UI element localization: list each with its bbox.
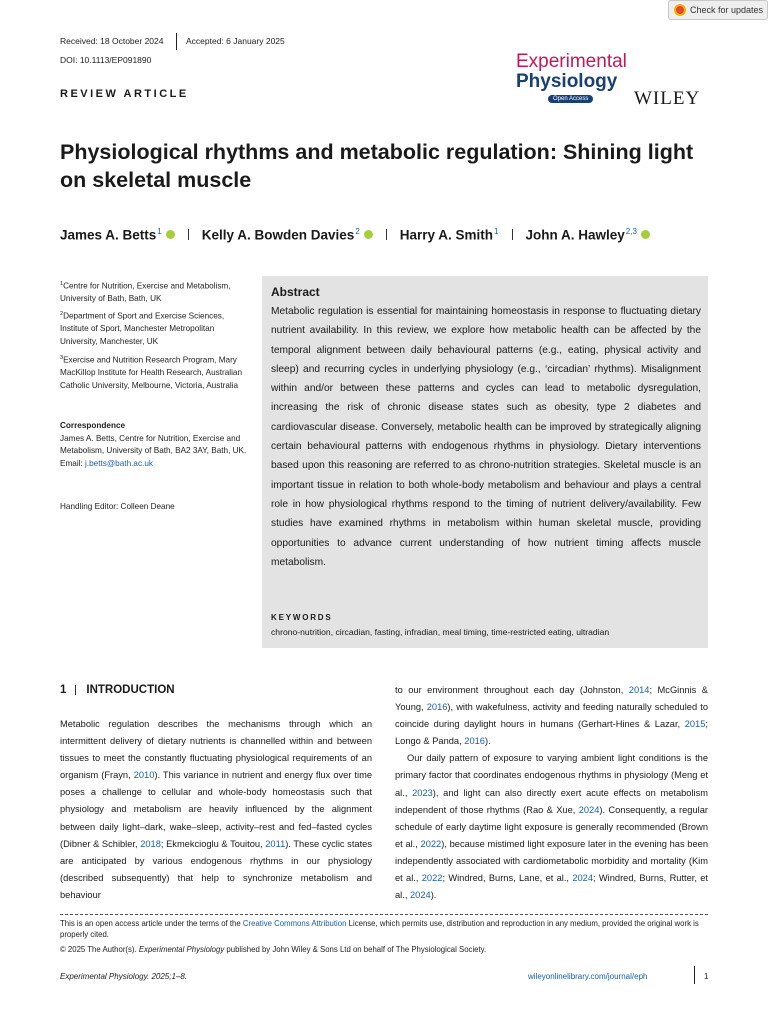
section-divider xyxy=(75,685,76,695)
body-text: ), with wakefulness, activity and feeding naturally scheduled to coincide during daylight hours in humans (Gerhart-Hines & Lazar, xyxy=(395,702,708,730)
author-3[interactable]: Harry A. Smith$^1$ xyxy=(399,227,499,243)
footer-divider xyxy=(694,966,695,984)
author-divider xyxy=(386,229,387,240)
body-text: ), and light can also directly exert acute effects on metabolism independent of those rhythms (Rao & Xue, xyxy=(395,787,708,815)
footnote-divider xyxy=(60,914,708,915)
abstract-heading: Abstract xyxy=(271,285,320,299)
accepted-date: Accepted: 6 January 2025 xyxy=(186,36,285,46)
paragraph xyxy=(60,719,372,900)
journal-logo-line2: Physiology xyxy=(516,71,618,92)
body-text: ). xyxy=(484,736,491,747)
citation-link[interactable]: 2010 xyxy=(133,770,155,781)
open-access-badge: Open Access xyxy=(548,95,593,103)
correspondence-address: James A. Betts, Centre for Nutrition, Exercise and Metabolism, University of Bath, BA2 3AY, Bath, UK. xyxy=(60,433,247,455)
body-text: ; Windred, Burns, Rutter, et al., xyxy=(395,873,709,901)
article-type: REVIEW ARTICLE xyxy=(60,88,189,100)
body-text: Our daily pattern of exposure to varying ambient light conditions is the primary factor that coordinates endogenous rhythms in physiology (Meng et al., xyxy=(395,753,708,798)
body-text: to our environment throughout each day (Johnston, xyxy=(395,685,629,695)
affiliation-2: $^2$Department of Sport and Exercise Sciences, Institute of Sport, Manchester Metropolitan University, Manchester, UK xyxy=(60,311,225,346)
correspondence xyxy=(60,420,250,470)
author-divider xyxy=(188,229,189,240)
section-title: INTRODUCTION xyxy=(86,684,175,696)
crossmark-icon xyxy=(674,4,686,16)
handling-editor: Handling Editor: Colleen Deane xyxy=(60,502,175,511)
body-text: Metabolic regulation describes the mechanisms through which an intermittent delivery of dietary nutrients is channelled within and between tissues to meet the constantly fluctuating physiological requirements of an organism (Frayn, xyxy=(60,719,372,781)
keywords-text: chrono-nutrition, circadian, fasting, infradian, meal timing, time-restricted eating, ultradian xyxy=(271,627,610,637)
received-date: Received: 18 October 2024 xyxy=(60,36,164,46)
publisher-logo: WILEY xyxy=(634,88,701,109)
citation-link[interactable]: 2023 xyxy=(412,787,433,798)
correspondence-heading: Correspondence xyxy=(60,421,126,430)
doi[interactable]: DOI: 10.1113/EP091890 xyxy=(60,55,152,65)
body-text: ). xyxy=(430,890,437,901)
citation-link[interactable]: 2022 xyxy=(420,838,442,849)
body-text: ). Consequently, a regular schedule of early daytime light exposure is generally recommended (Brown et al., xyxy=(395,804,708,849)
citation-link[interactable]: 2011 xyxy=(265,838,286,849)
citation-link[interactable]: 2024 xyxy=(410,890,431,901)
article-title: Physiological rhythms and metabolic regulation: Shining light on skeletal muscle xyxy=(60,140,694,192)
body-text: ; Windred, Burns, Lane, et al., xyxy=(442,873,573,884)
license-note: This is an open access article under the terms of the Creative Commons Attribution License, which permits use, distribution and reproduction in any medium, provided the original work is properly cited. xyxy=(60,919,699,939)
email-link[interactable]: j.betts@bath.ac.uk xyxy=(85,458,153,468)
abstract-text: Metabolic regulation is essential for maintaining homeostasis in response to fluctuating dietary nutrient availability. In this review, we explore how metabolic health can be affected by the temporal alignment between daily behavioural patterns (e.g., eating, physical activity and sleep) and recurring cycles in underlying physiology (e.g., ‘circadian’ rhythms). Misalignment within and/or between these patterns and cycles can lead to metabolic dysregulation, increasing the risk of chronic disease states such as obesity, type 2 diabetes and cardiovascular disease. Conversely, metabolic health can be improved by strategically aligning certain behavioural patterns with endogenous rhythms in physiology. Dietary interventions based upon this reasoning are referred to as chrono-nutrition strategies. Skeletal muscle is an important tissue in relation to both whole-body metabolism and behaviour and plays a central role in how physiological rhythms respond to the timing of nutrient delivery/availability. Few studies have examined rhythms in metabolism within human skeletal muscle, providing opportunities to advance current understanding of how nutrient timing affects muscle metabolism. xyxy=(271,306,701,568)
citation-link[interactable]: 2016 xyxy=(464,736,485,747)
author-1[interactable]: James A. Betts$^1$ xyxy=(60,227,162,243)
paragraph xyxy=(395,685,708,746)
author-4[interactable]: John A. Hawley$^{2,3}$ xyxy=(525,227,637,243)
body-text: ). These cyclic states are anticipated by various endogenous rhythms in our physiology (described subsequently) that help to synchronize metabolism and behaviour xyxy=(60,838,372,900)
author-divider xyxy=(512,229,513,240)
citation-link[interactable]: 2024 xyxy=(572,873,594,884)
citation-link[interactable]: 2018 xyxy=(140,838,161,849)
journal-url-link[interactable]: wileyonlinelibrary.com/journal/eph xyxy=(528,972,648,981)
paragraph xyxy=(395,750,708,904)
license-link[interactable]: Creative Commons Attribution xyxy=(242,919,347,928)
body-text: ), because mistimed light exposure later in the evening has been independently associated with cardiometabolic morbidity and mortality (Kim et al., xyxy=(395,838,708,884)
journal-logo-line1: Experimental xyxy=(516,51,627,72)
orcid-icon[interactable] xyxy=(641,230,650,239)
page-number: 1 xyxy=(704,972,709,981)
affiliation-3: $^3$Exercise and Nutrition Research Program, Mary MacKillop Institute for Health Research, Australian Catholic University, Melbourne, Victoria, Australia xyxy=(60,355,243,390)
section-heading xyxy=(60,684,175,696)
header-divider xyxy=(176,33,177,50)
orcid-icon[interactable] xyxy=(166,230,175,239)
citation-link[interactable]: 2014 xyxy=(628,685,650,695)
correspondence-email-line: Email: j.betts@bath.ac.uk xyxy=(60,458,153,468)
copyright-note: © 2025 The Author(s). Experimental Physiology published by John Wiley & Sons Ltd on behalf of The Physiological Society. xyxy=(60,945,487,954)
orcid-icon[interactable] xyxy=(364,230,373,239)
section-number: 1 xyxy=(60,684,67,696)
author-2[interactable]: Kelly A. Bowden Davies$^2$ xyxy=(201,227,360,243)
keywords-heading: KEYWORDS xyxy=(271,613,333,622)
body-text: ; McGinnis & Young, xyxy=(395,685,708,713)
citation-link[interactable]: 2016 xyxy=(426,702,448,713)
author-list xyxy=(60,227,650,243)
citation-link[interactable]: 2024 xyxy=(578,804,600,815)
affiliation-1: $^1$Centre for Nutrition, Exercise and Metabolism, University of Bath, Bath, UK xyxy=(60,281,231,304)
citation-footer: Experimental Physiology. 2025;1–8. xyxy=(60,972,188,981)
body-text: ). This variance in nutrient and energy flux over time poses a challenge to cellular and whole-body homeostasis such that physiology and metabolism are heavily influenced by the alignment between daily light–dark, wake–sleep, activity–rest and fed–fasted cycles (Dibner & Schibler, xyxy=(60,770,372,849)
check-for-updates-label: Check for updates xyxy=(690,5,764,15)
body-text: ; Ekmekcioglu & Touitou, xyxy=(160,838,266,849)
citation-link[interactable]: 2015 xyxy=(684,719,706,730)
check-for-updates-button[interactable] xyxy=(668,0,768,20)
body-text: ; Longo & Panda, xyxy=(395,719,708,747)
body-left-column xyxy=(60,716,372,904)
citation-link[interactable]: 2022 xyxy=(421,873,443,884)
body-right-column xyxy=(395,682,708,904)
